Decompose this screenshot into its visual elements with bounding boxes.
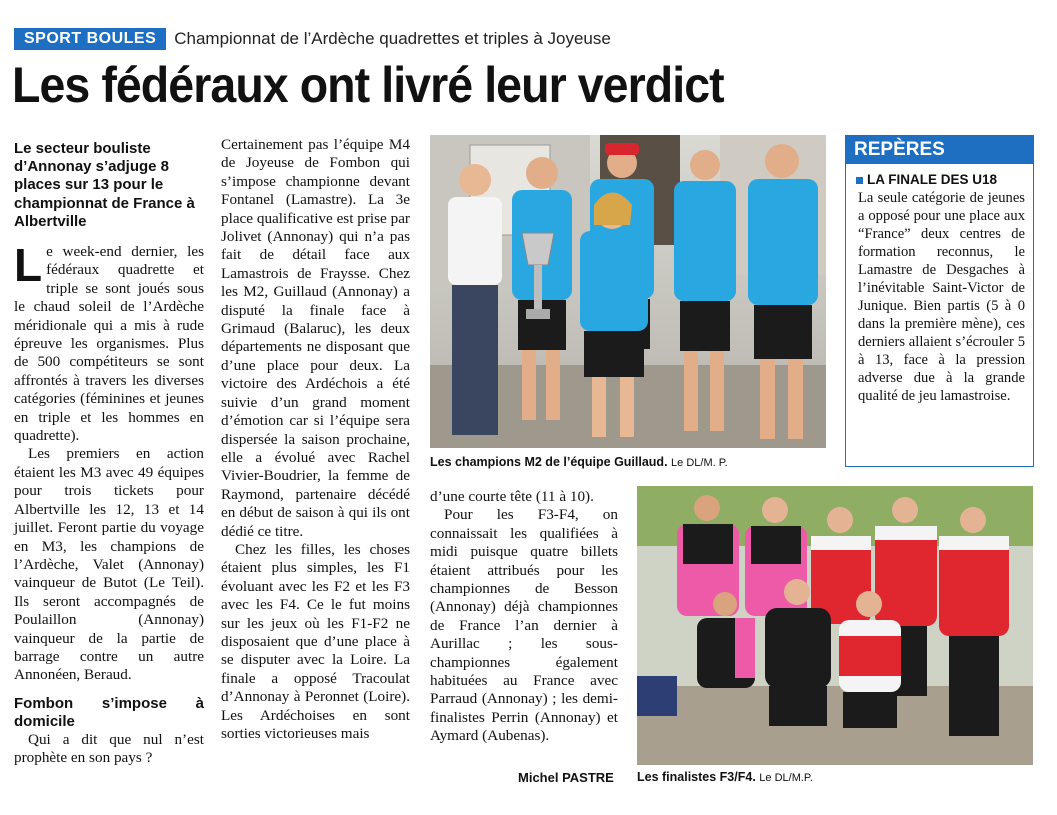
kicker xyxy=(14,28,611,50)
reperes-title: LA FINALE DES U18 xyxy=(856,172,1033,187)
photo-credit: Le DL/M.P. xyxy=(759,772,813,784)
reperes-text: La seule catégorie de jeunes a opposé pour une place aux “France” deux centres de formation reconnus, le Lamastre de Desgaches à l’inévitable Saint-Victor de Junique. Bien partis (5 à 0 dans la première mène), ces derniers allaient s’écrouler 5 à 13, face à la pression adverse due à la grande qualité de jeu lamastroise. xyxy=(858,190,1025,404)
subheading: Fombon s’impose à domicile xyxy=(14,694,204,730)
reperes-box xyxy=(845,135,1034,467)
photo-finalistes-caption: Les finalistes F3/F4. Le DL/M.P. xyxy=(637,770,813,784)
body-paragraph: Pour les F3-F4, on connaissait les qualifiées à midi puisque quatre billets étaient attribués pour les championnes de Besson (Annonay) déjà championnes de France l’an dernier à Aurillac ; les sous-championnes également habituées au France avec Parraud (Annonay) ; les demi-finalistes Perrin (Annonay) et Aymard (Aubenas). xyxy=(430,506,618,745)
dropcap: L xyxy=(14,239,43,292)
column-2 xyxy=(221,136,410,743)
reperes-header: REPÈRES xyxy=(846,136,1033,164)
author-signature: Michel PASTRE xyxy=(518,770,614,785)
lead-paragraph: Le secteur bouliste d’Annonay s’adjuge 8 places sur 13 pour le championnat de France à Albertville xyxy=(14,140,195,230)
kicker-subtitle: Championnat de l’Ardèche quadrettes et triples à Joyeuse xyxy=(174,29,611,48)
body-paragraph: Qui a dit que nul n’est prophète en son pays ? xyxy=(14,730,204,767)
body-paragraph: Chez les filles, les choses étaient plus simples, les F1 évoluant avec les F2 et les F3 avec les F4. Ce le fut moins sur les jeux où les F1-F2 ne disposaient que d’une place à se disputer avec la Loire. La finale a opposé Tracoulat d’Annonay à Peronnet (Loire). Les Ardéchoises en sont sorties victorieuses mais xyxy=(221,540,410,742)
column-1 xyxy=(14,140,204,768)
photo-credit: Le DL/M. P. xyxy=(671,457,728,469)
body-paragraph: Certainement pas l’équipe M4 de Joyeuse de Fombon qui s’impose championne devant Fontanel (Lamastre). La 3e place qualificative est prise par Jolivet (Annonay) qui n’a pas fait de détail face aux Lamastrois de Fraysse. Chez les M2, Guillaud (Annonay) a disputé la finale face à Grimaud (Balaruc), les deux départements ne disposant que d’une place pour deux. La victoire des Ardéchois a été suivie d’un grand moment d’émotion car si l’équipe sera dispersée la saison prochaine, elle a évolué avec Rachel Vivier-Boudrier, la femme de Raymond, partenaire décédé en début de saison à qui ils ont dédié ce titre. xyxy=(221,136,410,540)
photo-finalistes-f3f4-image xyxy=(637,486,1033,765)
photo-champions-m2 xyxy=(430,135,826,448)
column-3 xyxy=(430,488,618,746)
photo-champions-m2-image xyxy=(430,135,826,448)
square-bullet-icon xyxy=(856,177,863,184)
body-paragraph: Le week-end dernier, les fédéraux quadrette et triple se sont joués sous le chaud soleil de l’Ardèche méridionale qui a mis à rude épreuve les organismes. Plus de 500 compétiteurs se sont affrontés à travers les diverses catégories (féminines et jeunes en triple et les hommes en quadrette). xyxy=(14,239,204,445)
photo-finalistes-f3f4 xyxy=(637,486,1033,765)
headline: Les fédéraux ont livré leur verdict xyxy=(12,57,724,113)
photo-champions-m2-caption: Les champions M2 de l’équipe Guillaud. Le DL/M. P. xyxy=(430,455,728,469)
body-paragraph: d’une courte tête (11 à 10). xyxy=(430,488,594,505)
body-paragraph: Les premiers en action étaient les M3 avec 49 équipes pour trois tickets pour Albertville les 12, 13 et 14 juillet. Feront partie du voyage en M3, les champions de l’Ardèche, Valet (Annonay) vainqueur de Butot (Le Teil). Ils seront accompagnés de Poulaillon (Annonay) vainqueur de la partie de barrage contre un autre Annonéen, Beraud. xyxy=(14,445,204,684)
section-tag: SPORT BOULES xyxy=(14,28,166,50)
